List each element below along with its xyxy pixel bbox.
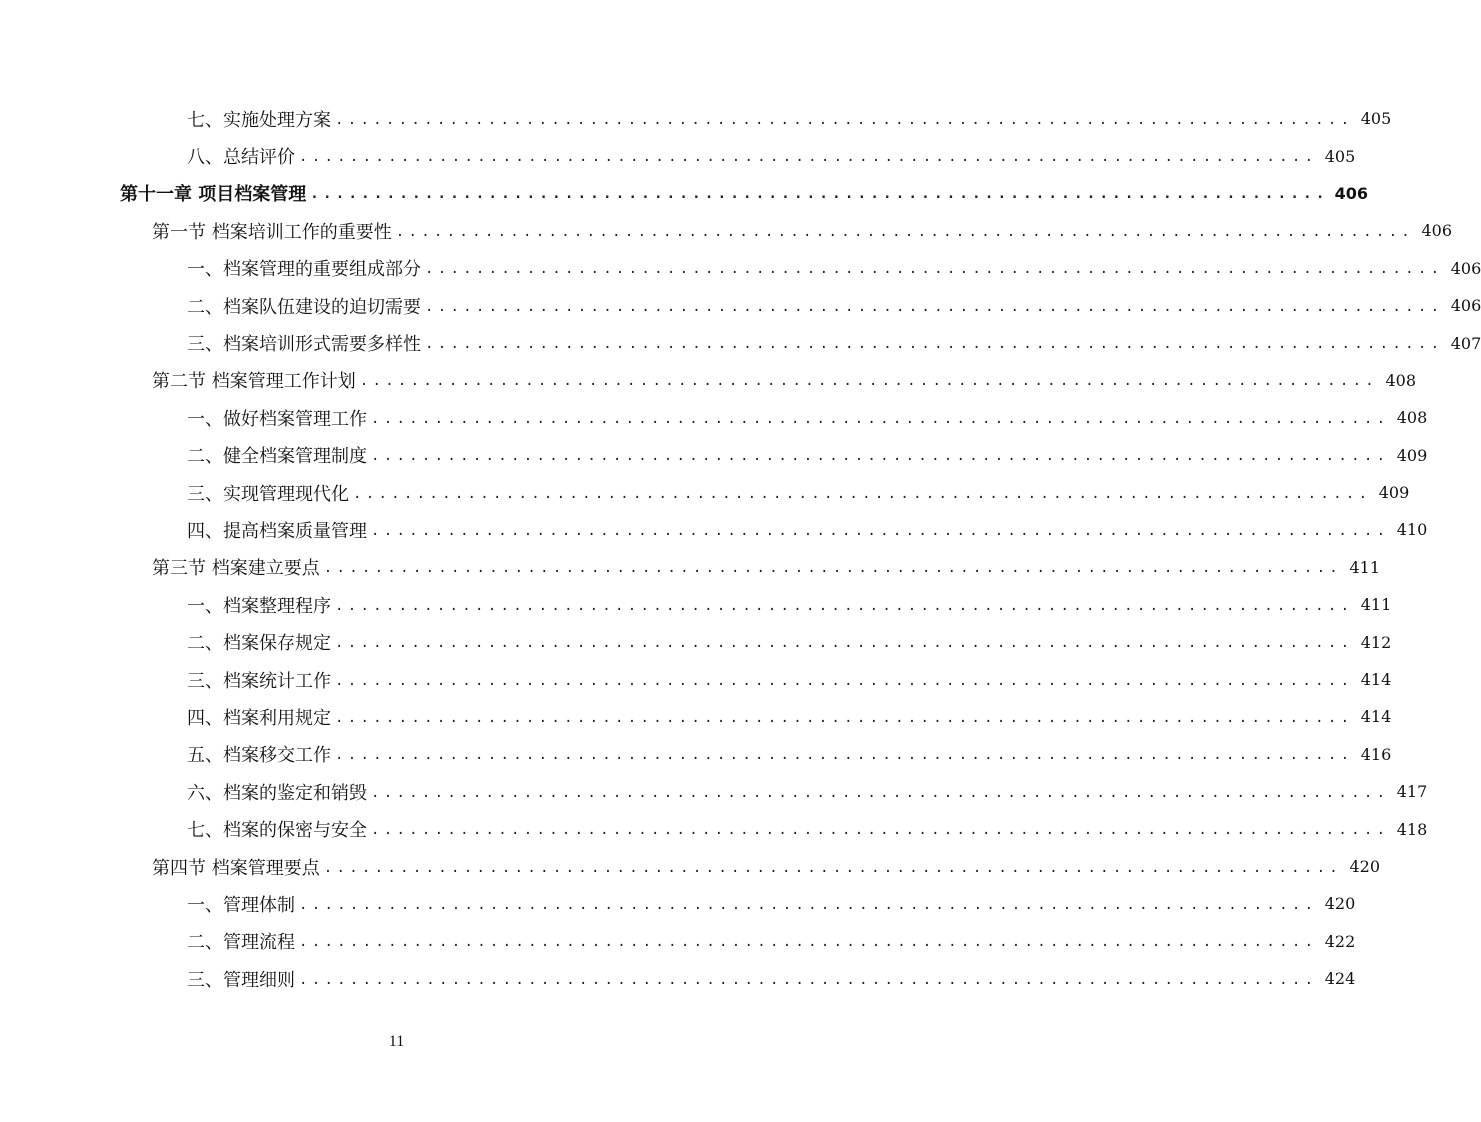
toc-entry-title: 一、管理体制 (187, 894, 295, 916)
toc-entry-item[interactable] (0, 923, 1356, 960)
toc-entry-page: 420 (1324, 894, 1356, 914)
toc-leader-dots: ................................................................................ (299, 971, 1318, 988)
toc-entry-title: 三、档案统计工作 (187, 670, 331, 692)
toc-entry-page: 406 (1450, 258, 1481, 278)
toc-entry-page: 406 (1421, 221, 1453, 241)
toc-entry-item[interactable] (0, 586, 1392, 623)
toc-entry-title: 第二节 档案管理工作计划 (152, 371, 356, 393)
toc-entry-item[interactable] (0, 511, 1428, 548)
toc-entry-item[interactable] (0, 250, 1481, 287)
toc-entry-item[interactable] (0, 661, 1392, 698)
toc-entry-title: 第一节 档案培训工作的重要性 (152, 221, 392, 243)
toc-entry-item[interactable] (0, 623, 1392, 660)
toc-entry-item[interactable] (0, 960, 1356, 997)
toc-leader-dots: ................................................................................ (299, 149, 1318, 166)
toc-entry-item[interactable] (0, 474, 1410, 511)
toc-entry-title: 一、档案整理程序 (187, 595, 331, 617)
toc-entry-page: 422 (1324, 931, 1356, 951)
toc-leader-dots: ................................................................................ (310, 186, 1329, 203)
toc-entry-title: 四、提高档案质量管理 (187, 520, 367, 542)
toc-leader-dots: ................................................................................ (371, 784, 1390, 801)
toc-leader-dots: ................................................................................ (395, 223, 1415, 240)
toc-entry-section[interactable] (0, 549, 1381, 586)
toc-entry-title: 八、总结评价 (187, 147, 295, 169)
toc-entry-title: 二、管理流程 (187, 932, 295, 954)
toc-entry-section[interactable] (0, 848, 1381, 885)
toc-leader-dots: ................................................................................ (335, 709, 1354, 726)
toc-entry-item[interactable] (0, 885, 1356, 922)
toc-entry-title: 三、管理细则 (187, 969, 295, 991)
toc-entry-title: 五、档案移交工作 (187, 745, 331, 767)
toc-entry-page: 406 (1450, 296, 1481, 316)
toc-entry-title: 二、档案保存规定 (187, 633, 331, 655)
toc-entry-item[interactable] (0, 698, 1392, 735)
toc-leader-dots: ................................................................................ (299, 896, 1318, 913)
toc-entry-title: 一、档案管理的重要组成部分 (187, 259, 421, 281)
toc-leader-dots: ................................................................................ (353, 485, 1372, 502)
toc-entry-section[interactable] (0, 212, 1453, 249)
toc-entry-title: 四、档案利用规定 (187, 707, 331, 729)
toc-entry-section[interactable] (0, 362, 1417, 399)
toc-entry-page: 424 (1324, 969, 1356, 989)
toc-entry-page: 416 (1360, 744, 1392, 764)
toc-leader-dots: ................................................................................ (299, 934, 1318, 951)
toc-entry-item[interactable] (0, 736, 1392, 773)
toc-leader-dots: ................................................................................ (371, 410, 1390, 427)
toc-entry-chapter[interactable] (0, 175, 1368, 212)
toc-leader-dots: ................................................................................ (335, 597, 1354, 614)
toc-leader-dots: ................................................................................ (335, 635, 1354, 652)
toc-entry-title: 第十一章 项目档案管理 (120, 184, 307, 206)
toc-entry-page: 420 (1349, 857, 1381, 876)
toc-entry-title: 二、健全档案管理制度 (187, 446, 367, 468)
toc-entry-title: 第四节 档案管理要点 (152, 857, 320, 879)
toc-entry-page: 410 (1396, 520, 1428, 540)
toc-entry-page: 417 (1396, 782, 1428, 802)
toc-entry-title: 三、档案培训形式需要多样性 (187, 334, 421, 356)
toc-entry-page: 409 (1378, 483, 1410, 503)
toc-leader-dots: ................................................................................ (335, 111, 1354, 128)
toc-entry-item[interactable] (0, 137, 1356, 174)
toc-leader-dots: ................................................................................ (425, 336, 1444, 353)
toc-leader-dots: ................................................................................ (371, 822, 1390, 839)
toc-entry-page: 418 (1396, 819, 1428, 839)
toc-entry-item[interactable] (0, 324, 1481, 361)
toc-entry-item[interactable] (0, 287, 1481, 324)
toc-entry-item[interactable] (0, 810, 1428, 847)
toc-entry-page: 408 (1396, 408, 1428, 428)
toc-entry-page: 414 (1360, 670, 1392, 690)
toc-leader-dots: ................................................................................ (371, 448, 1390, 465)
toc-leader-dots: ................................................................................ (323, 560, 1343, 577)
toc-entry-page: 409 (1396, 445, 1428, 465)
toc-entry-item[interactable] (0, 399, 1428, 436)
toc-entry-page: 408 (1385, 370, 1417, 390)
toc-leader-dots: ................................................................................ (425, 298, 1444, 315)
toc-entry-page: 406 (1334, 183, 1368, 203)
toc-leader-dots: ................................................................................ (425, 261, 1444, 278)
toc-entry-page: 412 (1360, 632, 1392, 652)
toc-entry-page: 411 (1349, 557, 1381, 577)
toc-leader-dots: ................................................................................ (359, 373, 1379, 390)
toc-leader-dots: ................................................................................ (335, 747, 1354, 764)
toc-entry-page: 405 (1324, 146, 1356, 166)
toc-entry-title: 二、档案队伍建设的迫切需要 (187, 296, 421, 318)
toc-entry-title: 七、实施处理方案 (187, 109, 331, 131)
toc-leader-dots: ................................................................................ (323, 859, 1343, 876)
page-number: 11 (388, 1033, 405, 1050)
toc-entry-title: 七、档案的保密与安全 (187, 820, 367, 842)
toc-entry-title: 三、实现管理现代化 (187, 483, 349, 505)
toc-entry-page: 405 (1360, 109, 1392, 129)
table-of-contents (0, 100, 1481, 997)
toc-leader-dots: ................................................................................ (335, 672, 1354, 689)
toc-entry-title: 第三节 档案建立要点 (152, 558, 320, 580)
toc-entry-page: 411 (1360, 595, 1392, 615)
toc-entry-page: 407 (1450, 333, 1481, 353)
toc-entry-item[interactable] (0, 437, 1428, 474)
toc-leader-dots: ................................................................................ (371, 522, 1390, 539)
toc-entry-item[interactable] (0, 100, 1392, 137)
toc-entry-item[interactable] (0, 773, 1428, 810)
toc-entry-title: 一、做好档案管理工作 (187, 408, 367, 430)
toc-entry-title: 六、档案的鉴定和销毁 (187, 782, 367, 804)
toc-entry-page: 414 (1360, 707, 1392, 727)
